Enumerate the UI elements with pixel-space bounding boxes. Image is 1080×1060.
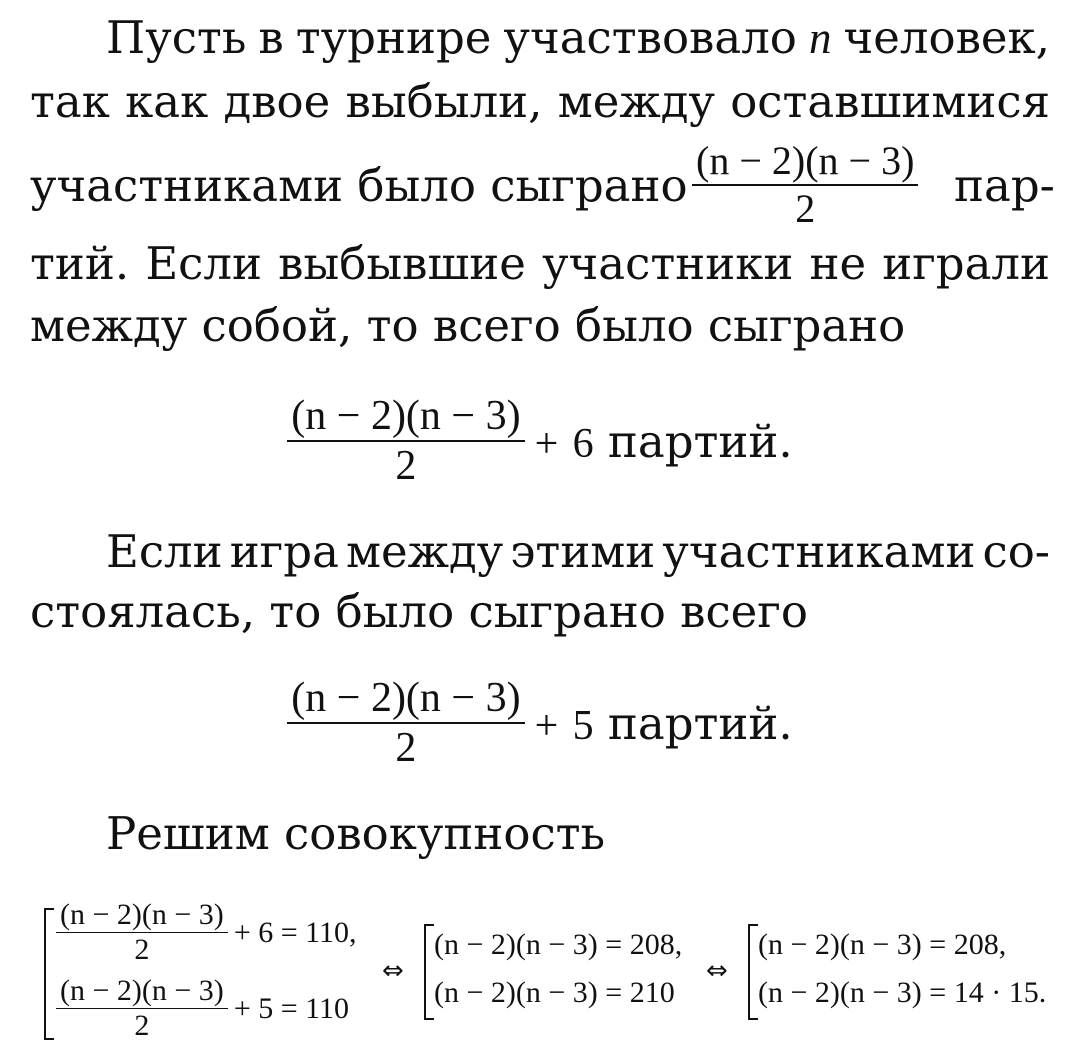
fraction (56, 976, 228, 1041)
unit-text: партий. (607, 414, 793, 468)
word: этими (510, 525, 656, 578)
para1-line3-right (954, 158, 1054, 214)
fraction-numerator: (n − 2)(n − 3) (291, 393, 521, 439)
word: участники (542, 237, 794, 290)
word: Если (145, 237, 262, 290)
word: Пусть (106, 11, 247, 64)
system2-eq1 (434, 928, 682, 962)
equation: (n − 2)(n − 3) = 14 · 15. (758, 976, 1047, 1009)
word: играли (882, 237, 1050, 290)
text-segment: между собой, то всего было сыграно (30, 299, 906, 352)
word: участвовало (503, 11, 797, 64)
equation: (n − 2)(n − 3) = 208, (758, 928, 1007, 961)
word: Если (106, 525, 223, 578)
unit-text: партий. (607, 696, 793, 750)
formula-tail (535, 415, 793, 468)
fraction-denominator: 2 (395, 725, 417, 771)
system3-eq1 (758, 928, 1006, 962)
fraction-numerator: (n − 2)(n − 3) (291, 675, 521, 721)
equation-rhs: + 6 = 110, (233, 915, 357, 949)
equation-system (40, 900, 1050, 1050)
word: выбывшие (278, 237, 526, 290)
word: в (258, 11, 284, 64)
para1-line4 (30, 236, 1050, 292)
para2-line2 (30, 584, 1050, 640)
word: двое (223, 75, 331, 128)
word: со- (982, 525, 1050, 578)
word: оставшимися (730, 75, 1050, 128)
fraction-denominator: 2 (395, 443, 417, 489)
equation-rhs: + 5 = 110 (233, 991, 350, 1025)
word: человек, (843, 11, 1050, 64)
display-fraction (287, 676, 524, 770)
equation: (n − 2)(n − 3) = 210 (434, 976, 675, 1009)
number: 6 (572, 420, 594, 467)
word: турнире (295, 11, 492, 64)
fraction-denominator: 2 (134, 933, 150, 966)
para2-line1 (106, 524, 1050, 580)
inline-fraction (692, 140, 918, 230)
system3-eq2 (758, 976, 1046, 1010)
display-formula-2 (0, 676, 1080, 770)
word: не (809, 237, 867, 290)
system1-eq2 (56, 976, 349, 1041)
plus-sign: + (534, 702, 559, 749)
para3-line1 (106, 806, 1050, 862)
text-segment: участниками было сыграно (30, 159, 688, 212)
para1-line1 (106, 10, 1050, 66)
word: как (125, 75, 209, 128)
text-segment: стоялась, то было сыграно всего (30, 585, 808, 638)
square-bracket (44, 908, 54, 1040)
fraction-denominator: 2 (795, 186, 816, 231)
plus-sign: + (534, 420, 559, 467)
formula-tail (535, 697, 793, 750)
word: так (30, 75, 110, 128)
fraction (56, 900, 228, 965)
fraction-numerator: (n − 2)(n − 3) (60, 898, 224, 931)
number: 5 (572, 702, 594, 749)
variable-n: n (808, 13, 832, 63)
fraction-numerator: (n − 2)(n − 3) (696, 138, 915, 183)
fraction-numerator: (n − 2)(n − 3) (60, 974, 224, 1007)
system2-eq2 (434, 976, 675, 1010)
display-formula-1 (0, 394, 1080, 488)
word: тий. (30, 237, 130, 290)
square-bracket (424, 924, 434, 1020)
display-fraction (287, 394, 524, 488)
para1-line2 (30, 74, 1050, 130)
word: между (345, 525, 504, 578)
equivalence-arrow-icon: ⇔ (706, 956, 728, 986)
text-segment: Решим совокупность (106, 807, 606, 860)
word: игра (229, 525, 339, 578)
word: выбыли, (345, 75, 543, 128)
word: участниками (662, 525, 976, 578)
word: между (557, 75, 715, 128)
equation: (n − 2)(n − 3) = 208, (434, 928, 683, 961)
equivalence-arrow-icon: ⇔ (382, 956, 404, 986)
fraction-denominator: 2 (134, 1009, 150, 1042)
hyphenated-word: пар- (954, 159, 1055, 212)
system1-eq1 (56, 900, 357, 965)
square-bracket (748, 924, 758, 1020)
para1-line5 (30, 298, 1050, 354)
